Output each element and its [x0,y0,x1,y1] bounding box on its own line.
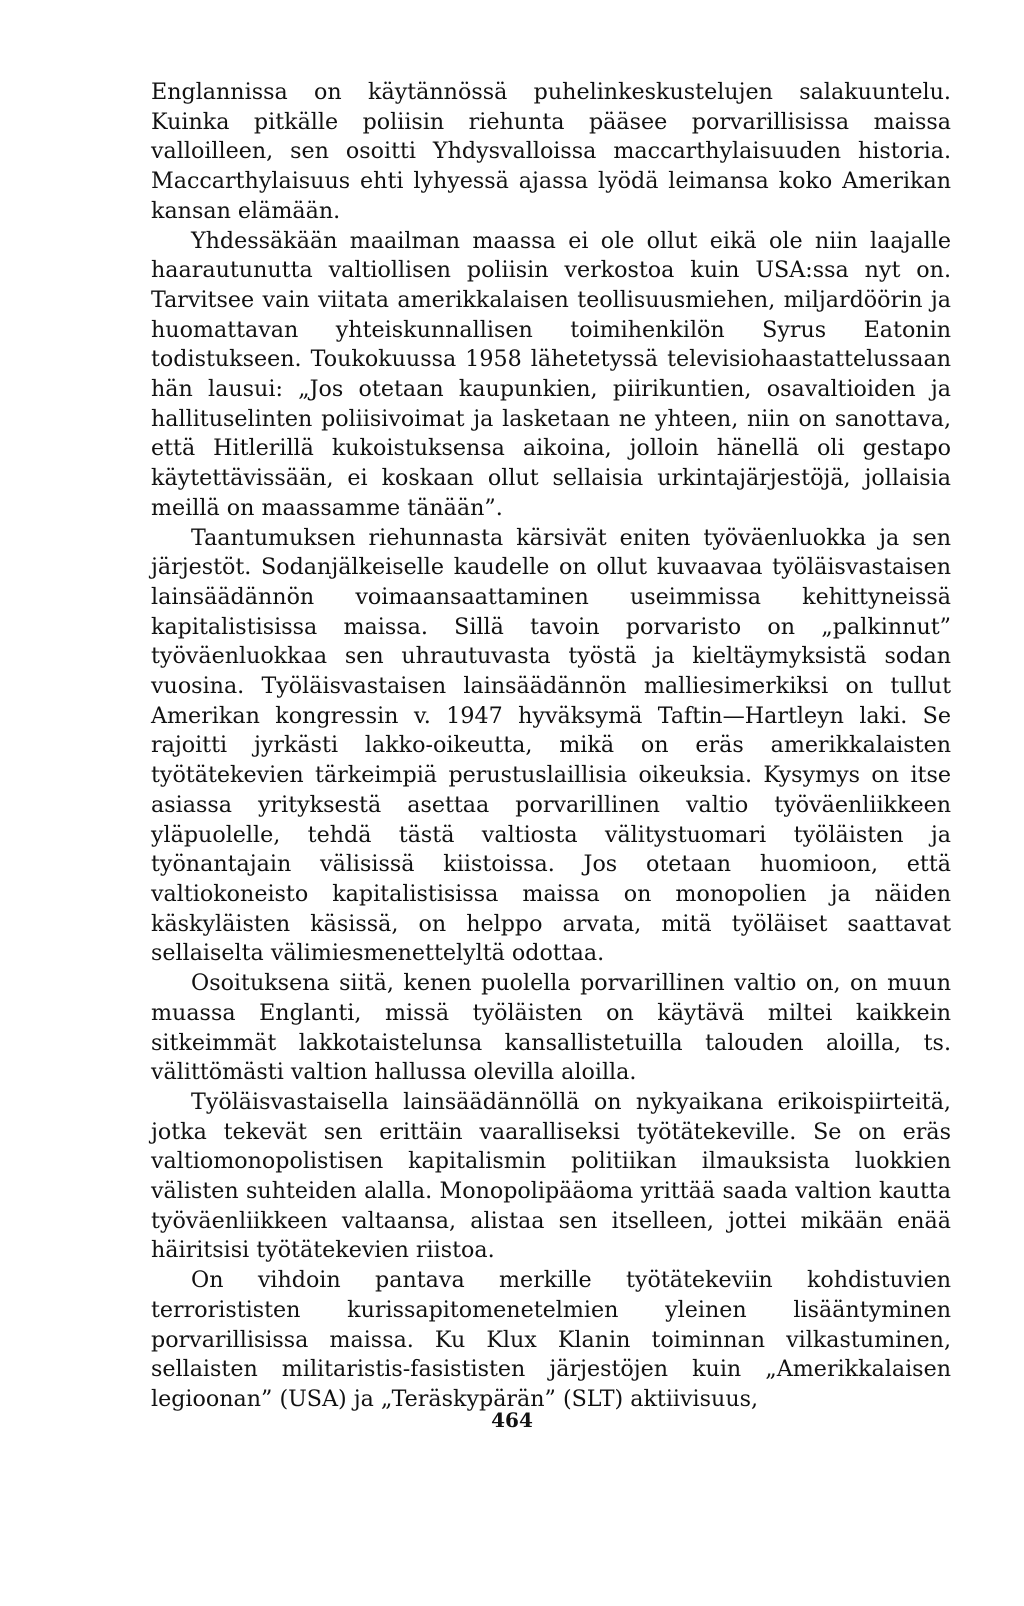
paragraph-2: Yhdessäkään maailman maassa ei ole ollut eikä ole niin laajalle haarautunutta valtiollisen poliisin verkostoa kuin USA:ssa nyt on. Tarvitsee vain viitata amerikkalaisen teollisuusmiehen, miljardöörin ja huomattavan yhteiskunnallisen toimihenkilön Syrus Eatonin todistukseen. Toukokuussa 1958 lähetetyssä televisiohaastattelussaan hän lausui: „Jos otetaan kaupunkien, piirikuntien, osavaltioiden ja hallituselinten poliisivoimat ja lasketaan ne yhteen, niin on sanottava, että Hitlerillä kukoistuksensa aikoina, jolloin hänellä oli gestapo käytettävissään, ei koskaan ollut sellaisia urkintajärjestöjä, jollaisia meillä on maassamme tänään”. [151,227,951,521]
paragraph-6: On vihdoin pantava merkille työtätekeviin kohdistuvien terrorististen kurissapitomenetelmien yleinen lisääntyminen porvarillisissa maissa. Ku Klux Klanin toiminnan vilkastuminen, sellaisten militaristis-fasististen järjestöjen kuin „Amerikkalaisen legioonan” (USA) ja „Teräskypärän” (SLT) aktiivisuus, [151,1267,951,1412]
text-block [151,78,951,1415]
paragraph-1: Englannissa on käytännössä puhelinkeskustelujen salakuuntelu. Kuinka pitkälle poliisin riehunta pääsee porvarillisissa maissa valloilleen, sen osoitti Yhdysvalloissa maccarthylaisuuden historia. Maccarthylaisuus ehti lyhyessä ajassa lyödä leimansa koko Amerikan kansan elämään. [151,79,951,224]
page-number: 464 [491,1408,533,1432]
paragraph-4: Osoituksena siitä, kenen puolella porvarillinen valtio on, on muun muassa Englanti, missä työläisten on käytävä miltei kaikkein sitkeimmät lakkotaistelunsa kansallistetuilla talouden aloilla, ts. välittömästi valtion hallussa olevilla aloilla. [151,970,951,1086]
page-body [151,78,951,1415]
paragraph-3: Taantumuksen riehunnasta kärsivät eniten työväenluokka ja sen järjestöt. Sodanjälkeiselle kaudelle on ollut kuvaavaa työläisvastaisen lainsäädännön voimaansaattaminen useimmissa kehittyneissä kapitalistisissa maissa. Sillä tavoin porvaristo on „palkinnut” työväenluokkaa sen uhrautuvasta työstä ja kieltäymyksistä sodan vuosina. Työläisvastaisen lainsäädännön malliesimerkiksi on tullut Amerikan kongressin v. 1947 hyväksymä Taftin—Hartleyn laki. Se rajoitti jyrkästi lakko-oikeutta, mikä on eräs amerikkalaisten työtätekevien tärkeimpiä perustuslaillisia oikeuksia. Kysymys on itse asiassa yrityksestä asettaa porvarillinen valtio työväenliikkeen yläpuolelle, tehdä tästä valtiosta välitystuomari työläisten ja työnantajain välisissä kiistoissa. Jos otetaan huomioon, että valtiokoneisto kapitalistisissa maissa on monopolien ja näiden käskyläisten käsissä, on helppo arvata, mitä työläiset saattavat sellaiselta välimiesmenettelyltä odottaa. [151,524,951,967]
paragraph-5: Työläisvastaisella lainsäädännöllä on nykyaikana erikoispiirteitä, jotka tekevät sen erittäin vaaralliseksi työtätekeville. Se on eräs valtiomonopolistisen kapitalismin politiikan ilmauksista luokkien välisten suhteiden alalla. Monopolipääoma yrittää saada valtion kautta työväenliikkeen valtaansa, alistaa sen itselleen, jottei mikään enää häiritsisi työtätekevien riistoa. [151,1088,951,1264]
